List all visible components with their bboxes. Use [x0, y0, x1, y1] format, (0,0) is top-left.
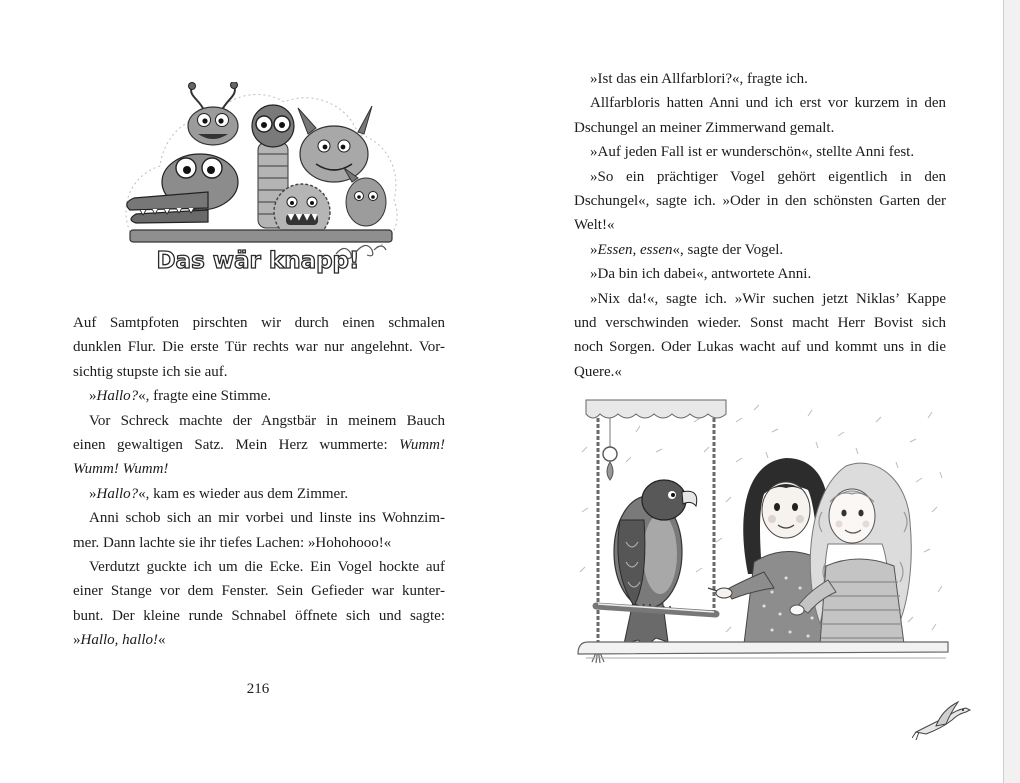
- text-run: dunklen Flur. Die erste Tür rechts war nur angelehnt. Vor-: [73, 339, 445, 356]
- italic-text-run: Hallo, hallo!: [80, 632, 158, 649]
- monster-group-illustration: [112, 82, 404, 278]
- text-run: »: [89, 485, 97, 502]
- text-line: [73, 482, 445, 506]
- text-line: [73, 579, 445, 603]
- paragraph: [574, 287, 946, 385]
- page-number: 216: [246, 681, 270, 697]
- window-sill: [578, 642, 948, 658]
- text-line: [574, 189, 946, 213]
- parrot: [614, 480, 697, 646]
- text-run: einen gewaltigen Satz. Mein Herz wummerte:: [73, 437, 400, 454]
- curtain-valance: [586, 400, 726, 418]
- right-page: [510, 0, 1003, 783]
- text-run: «, fragte eine Stimme.: [138, 388, 272, 405]
- text-line: [73, 409, 445, 433]
- paragraph: [574, 67, 946, 91]
- text-run: bunt. Der kleine runde Schnabel öffnete sich und sagte:: [73, 607, 445, 624]
- flying-bird-icon: [912, 698, 972, 740]
- text-line: [73, 457, 445, 481]
- text-line: [73, 311, 445, 335]
- text-run: «: [158, 632, 166, 649]
- text-run: Dschungel«, sagte ich. »Oder in den schönsten Garten der: [574, 193, 946, 210]
- text-line: [574, 238, 946, 262]
- text-line: [574, 165, 946, 189]
- italic-text-run: Hallo?: [96, 485, 139, 502]
- text-run: »Auf jeden Fall ist er wunderschön«, stellte Anni fest.: [590, 144, 915, 161]
- text-run: Vor Schreck machte der Angstbär in meinem Bauch: [89, 412, 445, 429]
- text-run: Welt!«: [574, 217, 615, 234]
- text-run: Dschungel an meiner Zimmerwand gemalt.: [574, 119, 835, 136]
- text-line: [73, 628, 445, 652]
- paragraph: [574, 262, 946, 286]
- text-run: einer Stange vor dem Fenster. Sein Gefieder war kunter-: [73, 583, 445, 600]
- text-line: [574, 335, 946, 359]
- text-run: Anni schob sich an mir vorbei und linste ins Wohnzim-: [89, 510, 445, 527]
- text-run: »Da bin ich dabei«, antwortete Anni.: [590, 266, 812, 283]
- text-run: »So ein prächtiger Vogel gehört eigentlich in den: [590, 168, 946, 185]
- text-line: [73, 360, 445, 384]
- text-run: noch Sorgen. Oder Lukas wacht auf und kommt uns in die: [574, 339, 946, 356]
- hanging-pendant: [603, 418, 617, 480]
- paragraph: [73, 311, 445, 384]
- paragraph: [73, 482, 445, 506]
- italic-text-run: Wumm!: [399, 437, 445, 454]
- horned-monster: [298, 106, 372, 182]
- text-run: Verdutzt guckte ich um die Ecke. Ein Vogel hockte auf: [89, 559, 445, 576]
- paragraph: [574, 238, 946, 262]
- italic-text-run: Hallo?: [96, 388, 139, 405]
- text-line: [574, 311, 946, 335]
- text-run: «, kam es wieder aus dem Zimmer.: [138, 485, 349, 502]
- paragraph: [73, 384, 445, 408]
- text-line: [73, 604, 445, 628]
- wall-ledge: [130, 230, 392, 242]
- antenna-monster: [188, 82, 238, 145]
- text-line: [73, 555, 445, 579]
- italic-text-run: Wumm! Wumm!: [73, 461, 169, 478]
- text-run: «, sagte der Vogel.: [672, 241, 784, 258]
- left-page-text: [73, 311, 445, 653]
- text-line: [574, 91, 946, 115]
- text-run: Allfarbloris hatten Anni und ich erst vor kurzem in den: [590, 95, 946, 112]
- text-line: [73, 335, 445, 359]
- right-page-text: [574, 67, 946, 384]
- paragraph: [73, 506, 445, 555]
- paragraph: [73, 555, 445, 653]
- italic-text-run: Essen, essen: [597, 241, 673, 258]
- text-line: [73, 384, 445, 408]
- text-run: Auf Samtpfoten pirschten wir durch einen schmalen: [73, 315, 445, 331]
- text-run: und verschwinden wieder. Sonst macht Herr Bovist sich: [574, 315, 946, 332]
- text-line: [574, 213, 946, 237]
- small-monster: [344, 168, 386, 226]
- text-line: [574, 287, 946, 311]
- text-line: [73, 433, 445, 457]
- text-run: »Nix da!«, sagte ich. »Wir suchen jetzt Niklas’ Kappe: [590, 290, 946, 307]
- paragraph: [574, 91, 946, 140]
- text-line: [574, 67, 946, 91]
- paragraph: [574, 165, 946, 238]
- text-line: [73, 531, 445, 555]
- crocodile-snout: [127, 192, 208, 223]
- text-run: mer. Dann lachte sie ihr tiefes Lachen: »Hohohooo!«: [73, 534, 392, 551]
- text-line: [574, 116, 946, 140]
- text-run: »Ist das ein Allfarblori?«, fragte ich.: [590, 71, 808, 87]
- paragraph: [73, 409, 445, 482]
- text-line: [574, 360, 946, 384]
- illustration-lettering: Das wär knapp!: [156, 248, 360, 274]
- text-run: »: [73, 632, 81, 649]
- text-run: Quere.«: [574, 363, 622, 380]
- parrot-and-girls-illustration: [576, 392, 950, 664]
- text-run: sichtig stupste ich sie auf.: [73, 363, 228, 380]
- paragraph: [574, 140, 946, 164]
- text-line: [574, 140, 946, 164]
- text-run: »: [590, 241, 598, 258]
- text-line: [574, 262, 946, 286]
- text-run: »: [89, 388, 97, 405]
- page-edge: [1003, 0, 1020, 783]
- text-line: [73, 506, 445, 530]
